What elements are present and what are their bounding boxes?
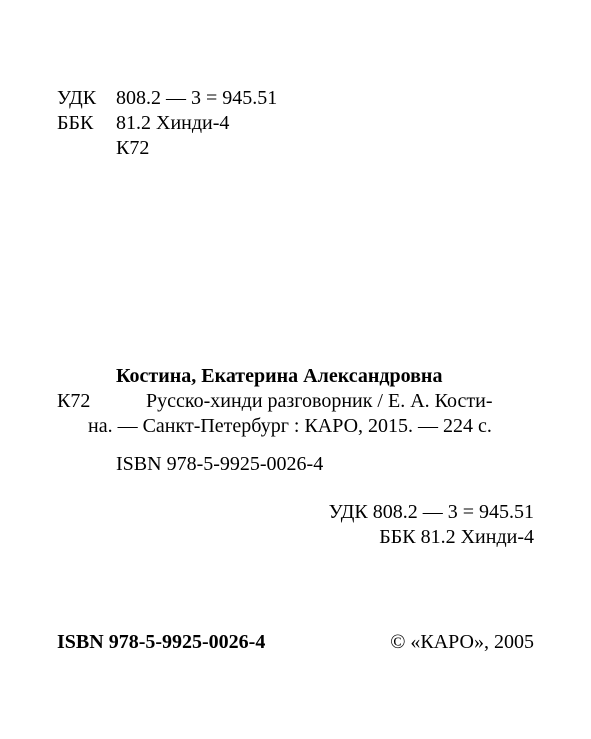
udk-label: УДК [57, 87, 97, 109]
author-heading: Костина, Екатерина Александровна [116, 365, 443, 387]
copyright-notice: © «КАРО», 2005 [390, 631, 534, 653]
entry-title-line-1: Русско-хинди разговорник / Е. А. Кости- [146, 390, 493, 412]
entry-cutter-code: К72 [57, 390, 91, 412]
bbk-value: 81.2 Хинди-4 [116, 112, 230, 134]
entry-bbk: ББК 81.2 Хинди-4 [379, 526, 534, 548]
entry-isbn: ISBN 978-5-9925-0026-4 [116, 453, 324, 475]
entry-title-line-2: на. — Санкт-Петербург : КАРО, 2015. — 224 с. [88, 415, 492, 437]
entry-udk: УДК 808.2 — 3 = 945.51 [328, 501, 534, 523]
udk-value: 808.2 — 3 = 945.51 [116, 87, 278, 109]
bbk-label: ББК [57, 112, 94, 134]
cutter-code: К72 [116, 137, 150, 159]
footer-isbn: ISBN 978-5-9925-0026-4 [57, 631, 266, 653]
